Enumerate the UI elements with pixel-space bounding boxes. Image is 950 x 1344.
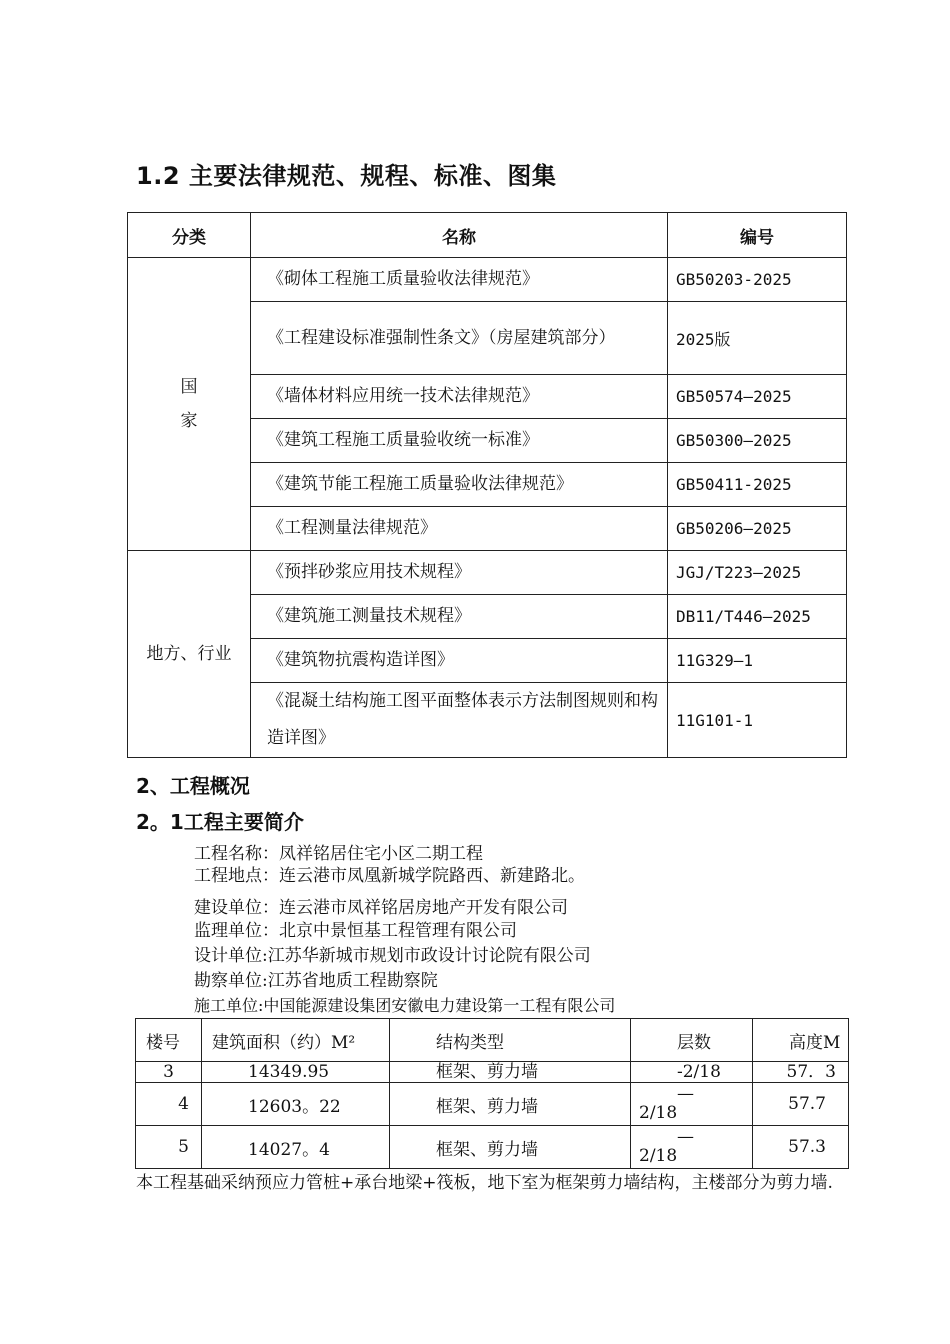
law-name: 《建筑施工测量技术规程》	[251, 595, 668, 639]
page-title: 1.2 主要法律规范、规程、标准、图集	[136, 162, 557, 190]
header-code: 编号	[668, 213, 847, 258]
header-height: 高度M	[753, 1019, 849, 1062]
header-floors: 层数	[631, 1019, 753, 1062]
header-area: 建筑面积（约）M²	[202, 1019, 390, 1062]
law-name: 《混凝土结构施工图平面整体表示方法制图规则和构造详图》	[251, 683, 668, 758]
building-height: 57.7	[753, 1083, 849, 1126]
structure-type: 框架、剪力墙	[390, 1083, 631, 1126]
table-row	[136, 1126, 849, 1169]
foundation-note: 本工程基础采纳预应力管桩+承台地梁+筏板，地下室为框架剪力墙结构，主楼部分为剪力墙.	[136, 1173, 833, 1193]
project-location: 工程地点：连云港市凤凰新城学院路西、新建路北。	[194, 866, 585, 886]
building-area: 14027。4	[202, 1126, 390, 1169]
floor-count: -2/18	[631, 1062, 753, 1083]
header-structure: 结构类型	[390, 1019, 631, 1062]
construction-unit: 施工单位:中国能源建设集团安徽电力建设第一工程有限公司	[194, 996, 616, 1015]
law-code: 2025版	[668, 302, 847, 375]
supervision-unit: 监理单位：北京中景恒基工程管理有限公司	[194, 921, 517, 941]
building-no: 4	[136, 1083, 202, 1126]
law-name: 《建筑物抗震构造详图》	[251, 639, 668, 683]
floor-count: — 2/18	[631, 1126, 753, 1169]
project-name: 工程名称：凤祥铭居住宅小区二期工程	[194, 844, 483, 864]
law-name: 《工程测量法律规范》	[251, 507, 668, 551]
building-area: 14349.95	[202, 1062, 390, 1083]
header-name: 名称	[251, 213, 668, 258]
table-header-row	[128, 213, 847, 258]
owner-unit: 建设单位：连云港市凤祥铭居房地产开发有限公司	[194, 898, 568, 918]
building-height: 57.3	[753, 1126, 849, 1169]
law-name: 《砌体工程施工质量验收法律规范》	[251, 258, 668, 302]
category-local-industry: 地方、行业	[128, 551, 251, 758]
table-row	[136, 1083, 849, 1126]
structure-type: 框架、剪力墙	[390, 1126, 631, 1169]
law-code: JGJ/T223—2025	[668, 551, 847, 595]
law-name: 《预拌砂浆应用技术规程》	[251, 551, 668, 595]
table-row	[128, 258, 847, 302]
laws-table	[127, 212, 847, 758]
structure-type: 框架、剪力墙	[390, 1062, 631, 1083]
design-unit: 设计单位:江苏华新城市规划市政设计讨论院有限公司	[194, 946, 591, 966]
subsection-heading: 2。1工程主要简介	[136, 810, 304, 834]
header-category: 分类	[128, 213, 251, 258]
table-row	[128, 551, 847, 595]
table-header-row	[136, 1019, 849, 1062]
law-code: GB50411-2025	[668, 463, 847, 507]
building-no: 5	[136, 1126, 202, 1169]
building-height: 57．3	[753, 1062, 849, 1083]
building-table	[135, 1018, 849, 1169]
law-name: 《工程建设标准强制性条文》（房屋建筑部分）	[251, 302, 668, 375]
law-name: 《建筑节能工程施工质量验收法律规范》	[251, 463, 668, 507]
survey-unit: 勘察单位:江苏省地质工程勘察院	[194, 971, 438, 991]
header-building-no: 楼号	[136, 1019, 202, 1062]
floor-count: — 2/18	[631, 1083, 753, 1126]
law-name: 《建筑工程施工质量验收统一标准》	[251, 419, 668, 463]
law-code: 11G101-1	[668, 683, 847, 758]
section-heading: 2、工程概况	[136, 774, 250, 798]
table-row	[136, 1062, 849, 1083]
building-no: 3	[136, 1062, 202, 1083]
category-national: 国 家	[128, 258, 251, 551]
law-code: GB50574—2025	[668, 375, 847, 419]
law-name: 《墙体材料应用统一技术法律规范》	[251, 375, 668, 419]
law-code: GB50300—2025	[668, 419, 847, 463]
building-area: 12603。22	[202, 1083, 390, 1126]
law-code: GB50206—2025	[668, 507, 847, 551]
law-code: 11G329—1	[668, 639, 847, 683]
law-code: DB11/T446—2025	[668, 595, 847, 639]
law-code: GB50203-2025	[668, 258, 847, 302]
